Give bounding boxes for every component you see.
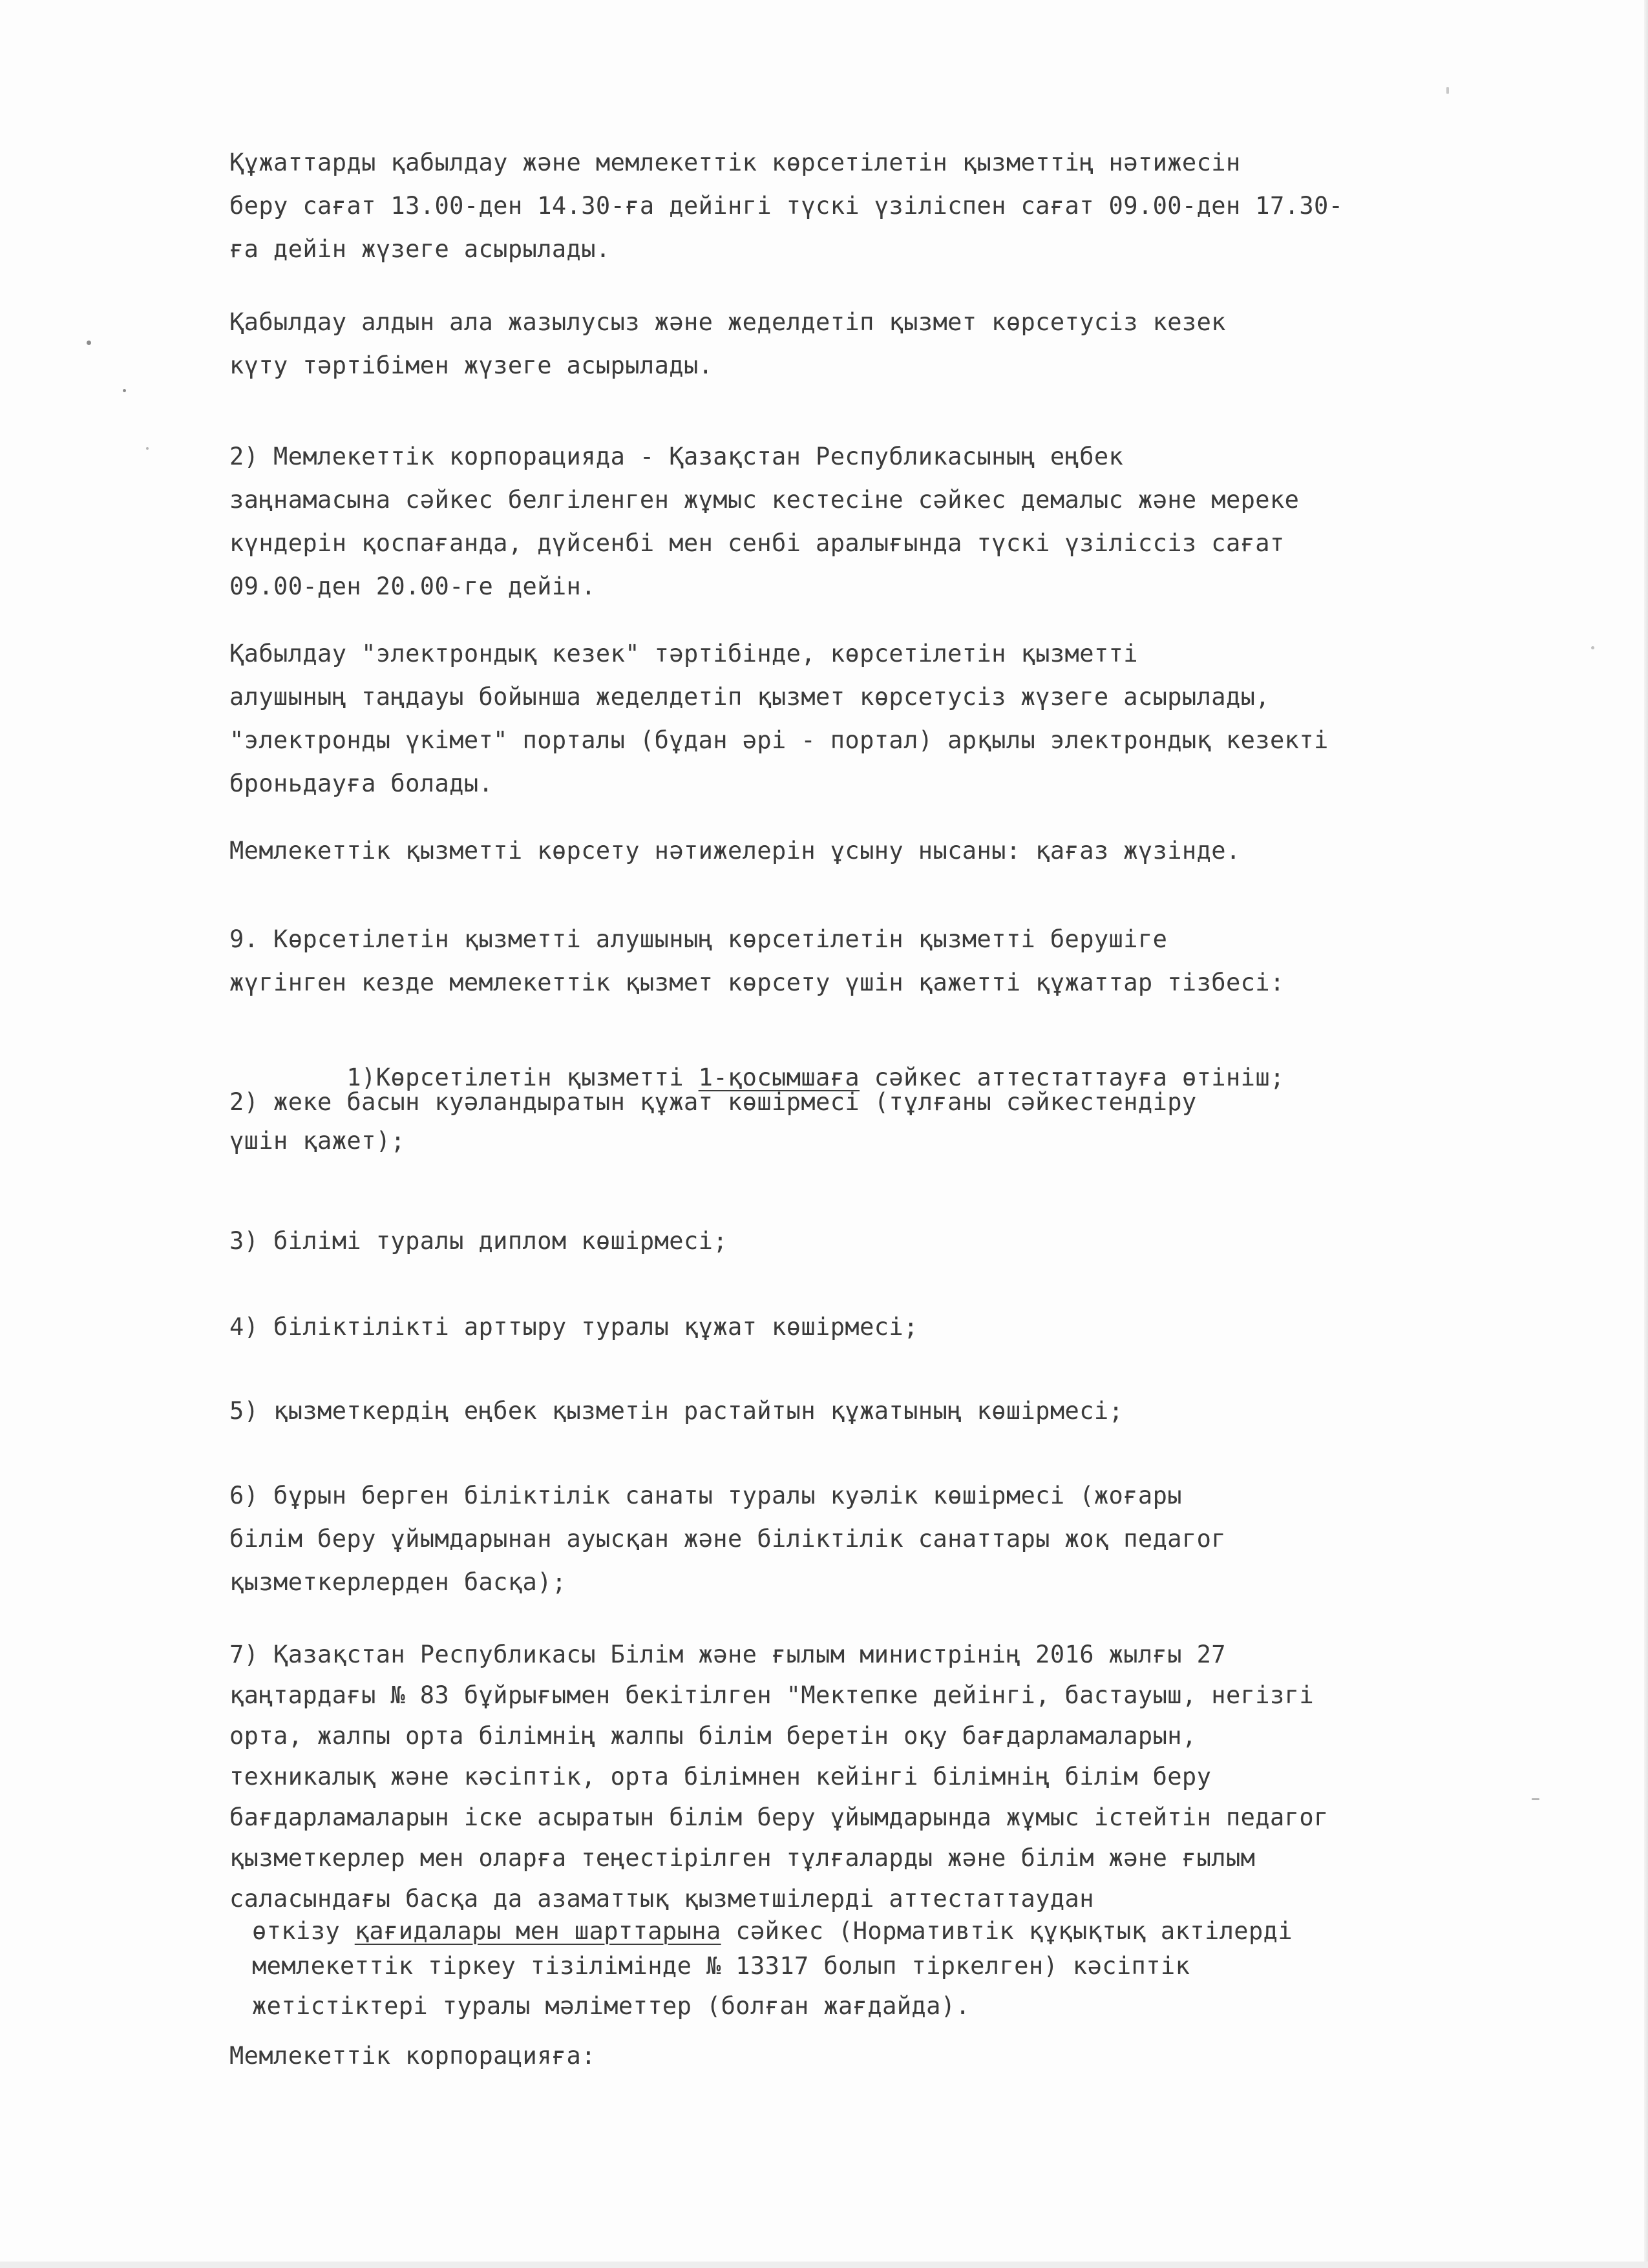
scan-speck	[123, 389, 126, 392]
scan-speck	[146, 447, 149, 450]
list-item-identity-document: 2) жеке басын куәландыратын құжат көшірмесі (тұлғаны сәйкестендіру үшін қажет);	[229, 1088, 1197, 1155]
list-item-diploma: 3) білімі туралы диплом көшірмесі;	[229, 1227, 728, 1255]
list-item-professional-achievements: 7) Қазақстан Республикасы Білім және ғылым министрінің 2016 жылғы 27 қаңтардағы № 83 бұйрығымен бекітілген "Мектепке дейінгі, бастауыш, негізгі орта, жалпы орта білімнің жалпы білім беретін оқу бағдарламаларын, техникалық және кәсіптік, орта білімнен кейінгі білімнің білім беру бағдарламаларын іске асыратын білім беру ұйымдарында жұмыс істейтін педагог қызметкерлер мен оларға теңестірілген тұлғаларды және білім және ғылым саласындағы басқа да азаматтық қызметшілерді аттестаттаудан	[229, 1641, 1329, 1913]
list-item-registration-note: мемлекеттік тіркеу тізілімінде № 13317 болып тіркелген) кәсіптік жетістіктері туралы мәліметтер (болған жағдайда).	[252, 1952, 1190, 2020]
list-item-employment-record: 5) қызметкердің еңбек қызметін растайтын құжатының көшірмесі;	[229, 1397, 1124, 1425]
paragraph-result-form: Мемлекеттік қызметті көрсету нәтижелерін ұсыну нысаны: қағаз жүзінде.	[229, 837, 1241, 865]
appendix-1-link[interactable]: 1-қосымшаға	[698, 1064, 860, 1091]
list-item-text: 1)Көрсетілетін қызметті	[229, 1064, 699, 1091]
scan-speck	[1532, 1798, 1539, 1800]
list-item-rules-reference	[252, 1913, 1293, 1949]
scan-speck	[87, 341, 91, 345]
paragraph-to-state-corporation: Мемлекеттік корпорацияға:	[229, 2042, 596, 2070]
rules-and-conditions-link[interactable]: қағидалары мен шарттарына	[354, 1917, 721, 1945]
list-item-text: сәйкес (Нормативтік құқықтық актілерді	[721, 1917, 1293, 1945]
list-item-text: сәйкес аттестаттауға өтініш;	[860, 1064, 1285, 1091]
list-item-qualification-upgrade: 4) біліктілікті арттыру туралы құжат көшірмесі;	[229, 1313, 918, 1341]
scan-speck	[1446, 87, 1449, 94]
paragraph-electronic-queue: Қабылдау "электрондық кезек" тәртібінде, көрсетілетін қызметті алушының таңдауы бойынша жеделдетіп қызмет көрсетусіз жүзеге асырылады, "электронды үкімет" порталы (бұдан әрі - портал) арқылы электрондық кезекті броньдауға болады.	[229, 640, 1329, 797]
scan-speck	[1591, 646, 1594, 649]
list-item-category-certificate: 6) бұрын берген біліктілік санаты туралы куәлік көшірмесі (жоғары білім беру ұйымдарынан ауысқан және біліктілік санаттары жоқ педагог қызметкерлерден басқа);	[229, 1482, 1226, 1596]
paragraph-state-corporation-hours: 2) Мемлекеттік корпорацияда - Қазақстан Республикасының еңбек заңнамасына сәйкес белгіленген жұмыс кестесіне сәйкес демалыс және мереке күндерін қоспағанда, дүйсенбі мен сенбі аралығында түскі үзіліссіз сағат 09.00-ден 20.00-ге дейін.	[229, 443, 1300, 600]
scan-edge-right	[1644, 0, 1648, 2268]
paragraph-queue-order: Қабылдау алдын ала жазылусыз және жеделдетіп қызмет көрсетусіз кезек күту тәртібімен жүзеге асырылады.	[229, 308, 1226, 379]
paragraph-document-list-heading: 9. Көрсетілетін қызметті алушының көрсетілетін қызметті берушіге жүгінген кезде мемлекеттік қызмет көрсету үшін қажетті құжаттар тізбесі:	[229, 925, 1285, 996]
scan-edge-bottom	[0, 2262, 1648, 2268]
paragraph-reception-hours: Құжаттарды қабылдау және мемлекеттік көрсетілетін қызметтің нәтижесін беру сағат 13.00-ден 14.30-ға дейінгі түскі үзіліспен сағат 09.00-ден 17.30- ға дейін жүзеге асырылады.	[229, 149, 1344, 263]
list-item-text: өткізу	[252, 1917, 355, 1945]
